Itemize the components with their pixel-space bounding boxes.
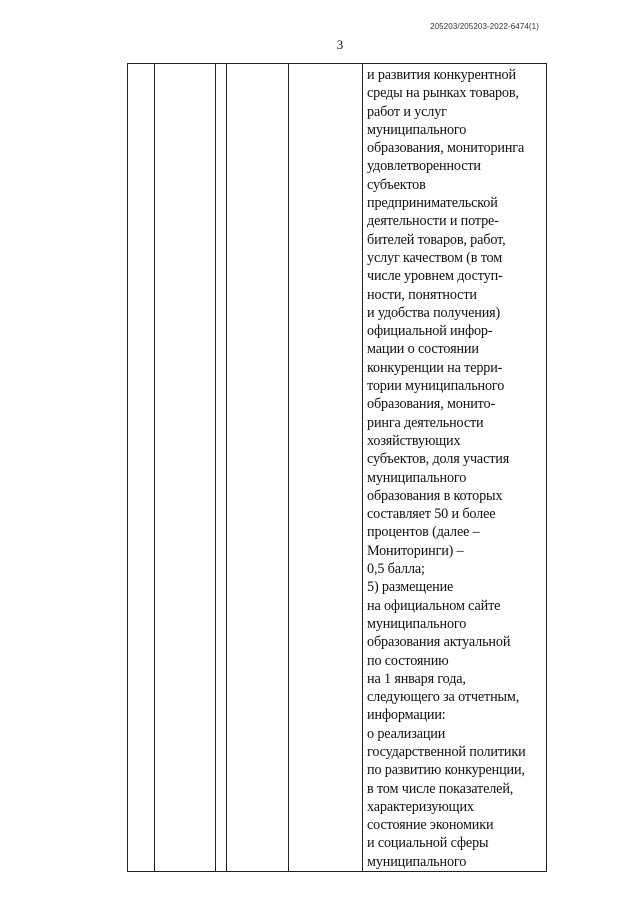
text-line: муниципального: [367, 121, 467, 138]
text-line: состояние экономики: [367, 817, 494, 834]
table-cell-col-3: [216, 64, 227, 872]
text-line: удовлетворенности: [367, 158, 481, 175]
criteria-text: [367, 66, 544, 871]
text-line: предпринимательской: [367, 195, 498, 212]
text-line: услуг качеством (в том: [367, 249, 503, 266]
text-line: работ и услуг: [367, 103, 447, 120]
text-line: 5) размещение: [367, 579, 454, 596]
text-line: по развитию конкуренции,: [367, 762, 525, 779]
text-line: среды на рынках товаров,: [367, 85, 519, 102]
text-line: тории муниципального: [367, 378, 505, 395]
text-line: числе уровнем доступ-: [367, 268, 503, 285]
text-line: государственной политики: [367, 743, 526, 760]
page-number: 3: [336, 37, 344, 52]
text-line: мации о состоянии: [367, 341, 479, 358]
criteria-text-cell: [363, 64, 547, 872]
text-line: процентов (далее –: [367, 524, 480, 541]
text-line: муниципального: [367, 853, 467, 870]
text-line: о реализации: [367, 725, 446, 742]
text-line: деятельности и потре-: [367, 213, 499, 230]
text-line: и удобства получения): [367, 304, 501, 321]
table-cell-col-5: [289, 64, 363, 872]
text-line: субъектов, доля участия: [367, 451, 510, 468]
text-line: конкуренции на терри-: [367, 359, 503, 376]
text-line: образования, мониторинга: [367, 140, 525, 157]
text-line: информации:: [367, 707, 446, 724]
text-line: ности, понятности: [367, 286, 477, 303]
text-line: на 1 января года,: [367, 670, 466, 687]
text-line: ринга деятельности: [367, 414, 484, 431]
text-line: хозяйствующих: [367, 432, 461, 449]
text-line: на официальном сайте: [367, 597, 501, 614]
text-line: муниципального: [367, 469, 467, 486]
text-line: следующего за отчетным,: [367, 689, 520, 706]
text-line: в том числе показателей,: [367, 780, 514, 797]
text-line: бителей товаров, работ,: [367, 231, 506, 248]
text-line: и социальной сферы: [367, 835, 489, 852]
table-cell-col-1: [128, 64, 155, 872]
text-line: и развития конкурентной: [367, 67, 516, 83]
text-line: субъектов: [367, 176, 426, 193]
continuation-table: [127, 63, 547, 872]
table-row: [128, 64, 547, 872]
text-line: образования актуальной: [367, 634, 511, 651]
table-cell-col-2: [155, 64, 216, 872]
table-cell-col-4: [227, 64, 289, 872]
text-line: Мониторинги) –: [367, 542, 464, 559]
text-line: 0,5 балла;: [367, 561, 425, 578]
text-line: составляет 50 и более: [367, 506, 496, 523]
text-line: образования в которых: [367, 487, 503, 504]
text-line: муниципального: [367, 615, 467, 632]
text-line: по состоянию: [367, 652, 449, 669]
document-id: 205203/205203-2022-6474(1): [430, 22, 539, 31]
text-line: официальной инфор-: [367, 323, 493, 340]
text-line: образования, монито-: [367, 396, 496, 413]
text-line: характеризующих: [367, 798, 474, 815]
